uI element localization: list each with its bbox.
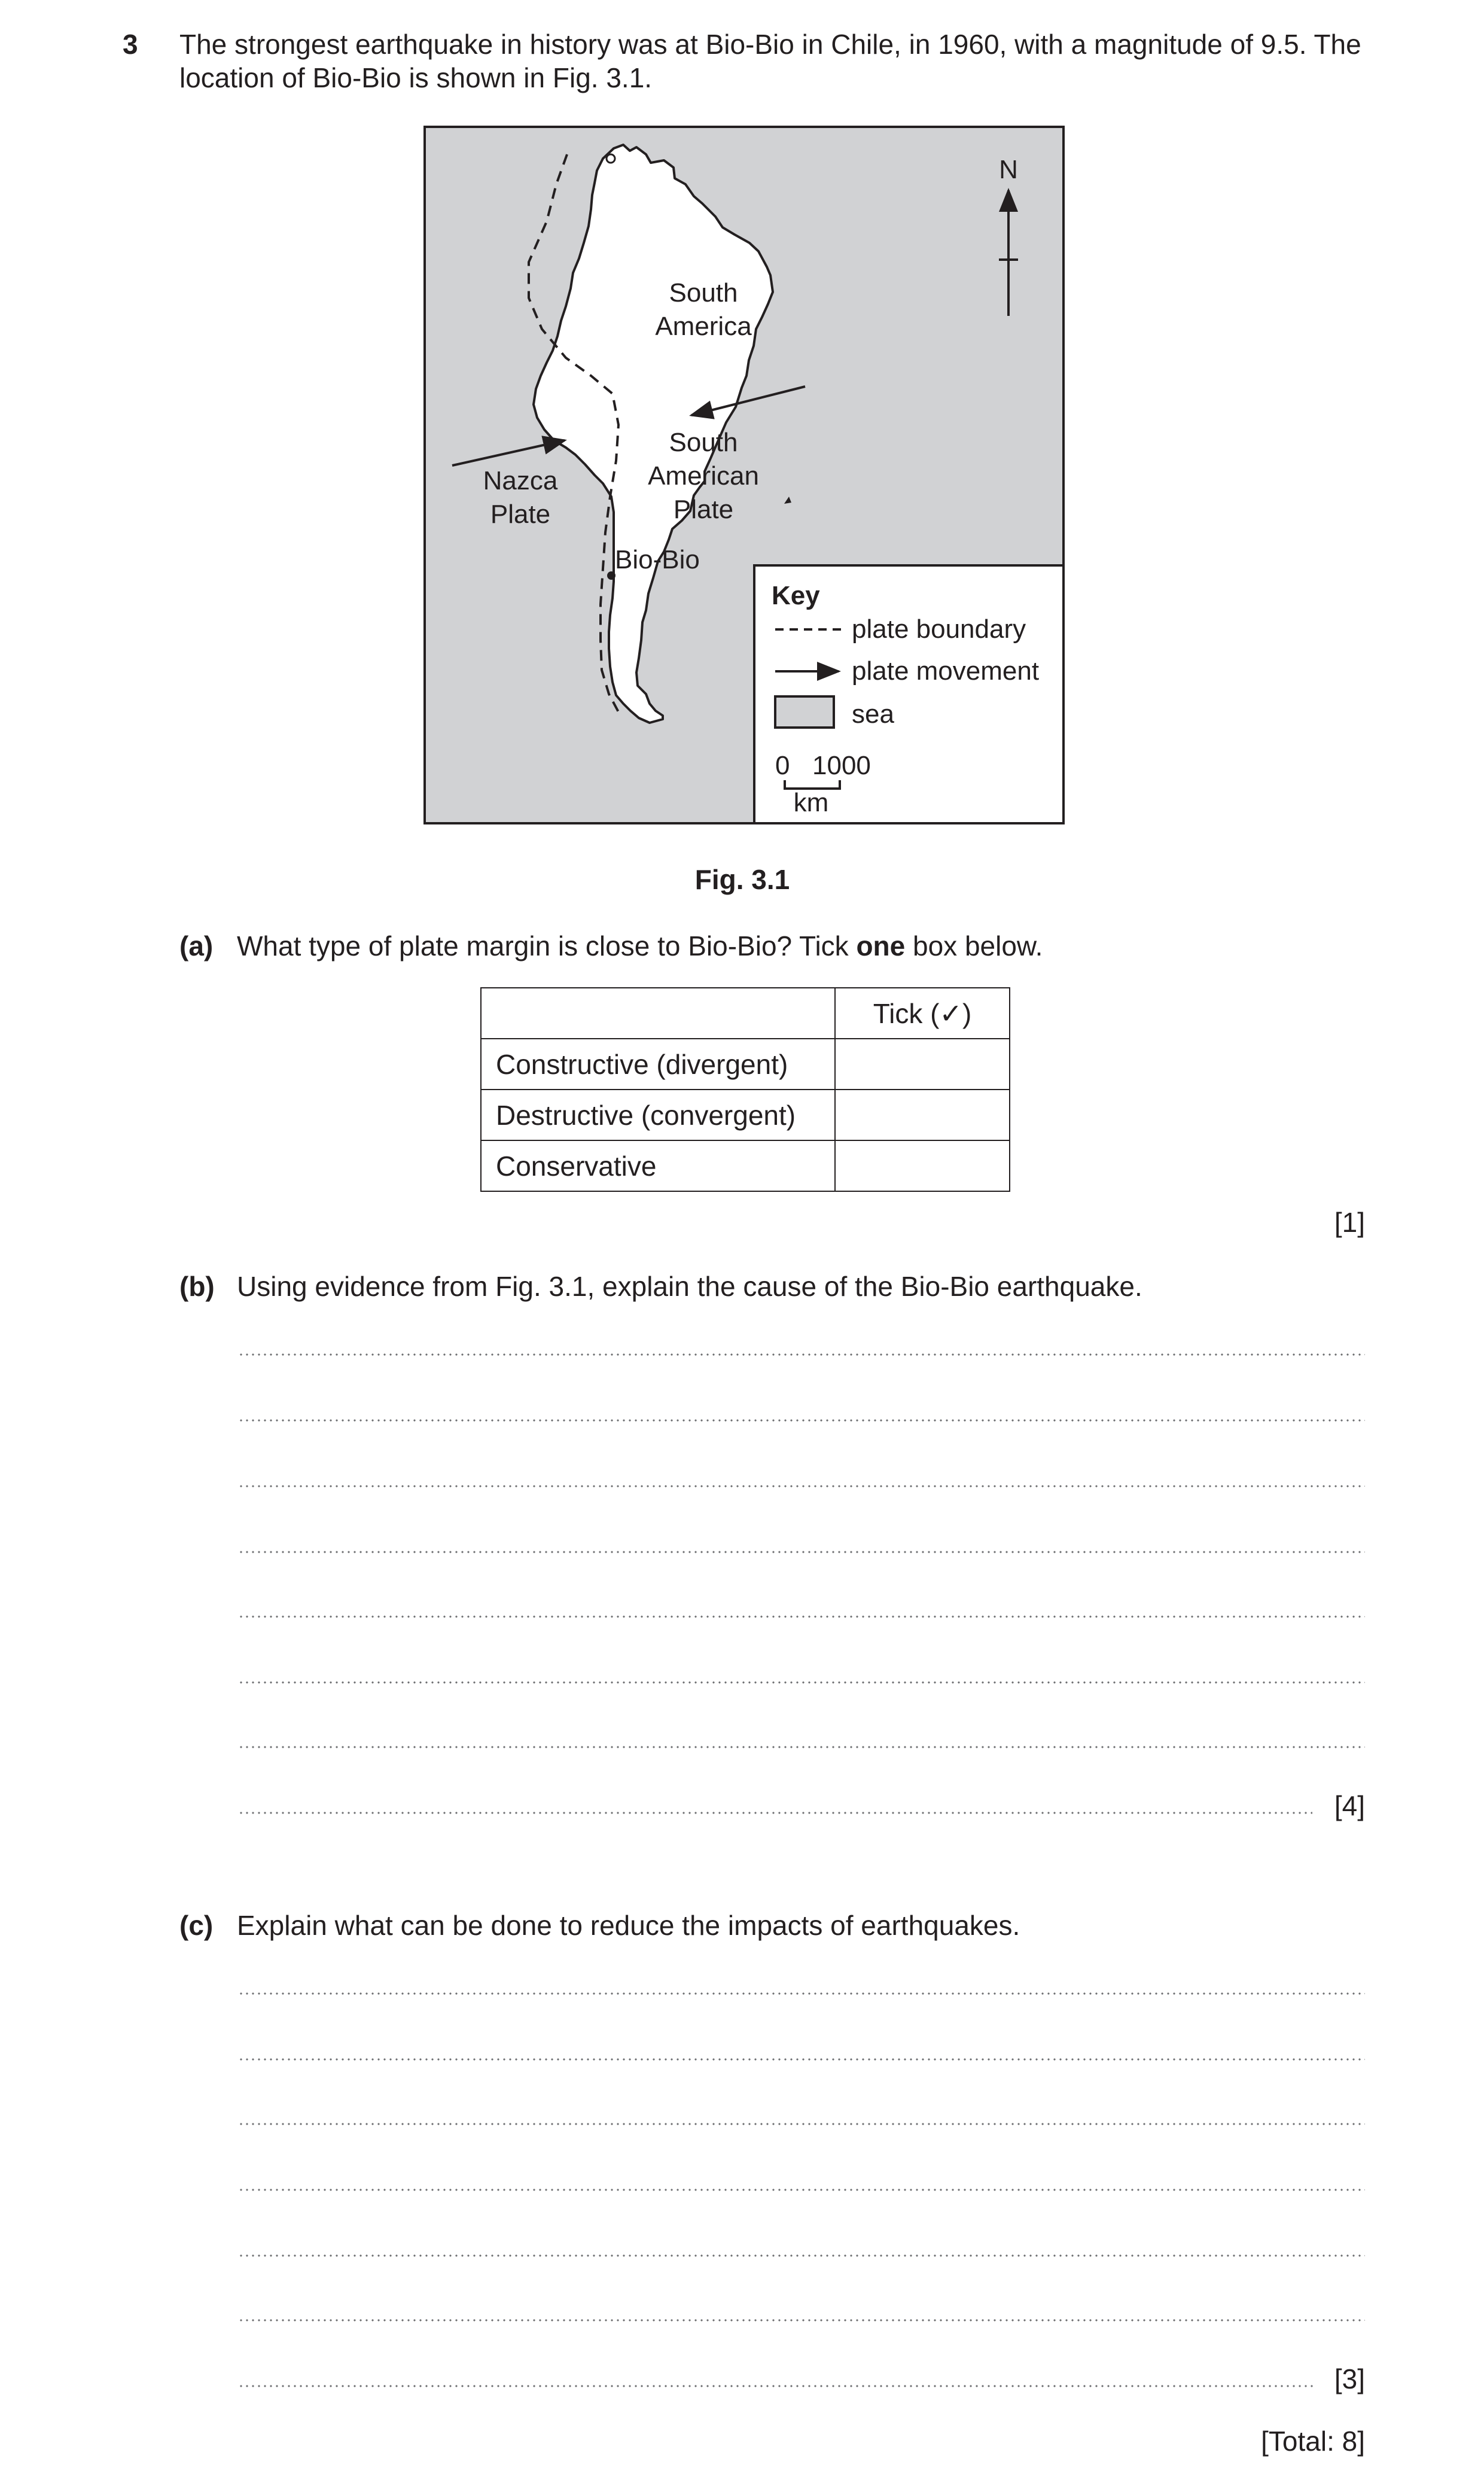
sa-plate-label-1: South [669,428,738,457]
answer-line-c5[interactable] [238,2254,1365,2257]
answer-line-c2[interactable] [238,2058,1365,2061]
table-row [481,1039,1010,1090]
question-intro-line-2: location of Bio-Bio is shown in Fig. 3.1. [179,62,653,93]
map-figure [423,126,1065,824]
plate-margin-table [480,987,1010,1192]
table-row [481,1090,1010,1140]
question-number: 3 [123,29,138,60]
key-sea-swatch [775,696,834,728]
part-c-letter: (c) [179,1910,214,1941]
key-title: Key [772,581,820,610]
answer-line-b7[interactable] [238,1746,1365,1748]
part-a-prompt-emphasis: one [856,930,906,961]
sa-plate-label-2: American [648,461,759,491]
continent-label-2: America [655,312,752,341]
key-item-plate-movement: plate movement [852,656,1040,686]
table-row-label: Conservative [481,1140,835,1191]
scale-unit: km [793,788,829,817]
table-header-tick: Tick (✓) [835,988,1010,1039]
figure-caption: Fig. 3.1 [694,864,790,895]
question-intro-line-1: The strongest earthquake in history was at Bio-Bio in Chile, in 1960, with a magnitude of 9.5. The [179,29,1361,60]
answer-line-c7[interactable] [238,2385,1315,2387]
key-item-plate-boundary: plate boundary [852,614,1026,644]
scale-zero: 0 [775,751,790,780]
sa-plate-label-3: Plate [673,495,734,524]
answer-line-c1[interactable] [238,1992,1365,1995]
table-row [481,1140,1010,1191]
part-c-prompt: Explain what can be done to reduce the impacts of earthquakes. [237,1910,1020,1941]
nazca-label-2: Plate [490,500,551,529]
table-header-row [481,988,1010,1039]
north-label: N [999,155,1018,184]
part-a-prompt-start: What type of plate margin is close to Bio-Bio? Tick [237,930,857,961]
total-marks: [Total: 8] [1261,2426,1365,2457]
answer-line-b5[interactable] [238,1615,1365,1618]
part-a-marks: [1] [1334,1207,1365,1238]
table-row-label: Constructive (divergent) [481,1039,835,1090]
nazca-label-1: Nazca [483,466,558,495]
answer-line-b3[interactable] [238,1485,1365,1487]
scale-value: 1000 [812,751,871,780]
answer-line-b8[interactable] [238,1812,1312,1814]
part-b-letter: (b) [179,1271,215,1302]
answer-line-b4[interactable] [238,1551,1365,1553]
answer-line-b6[interactable] [238,1681,1365,1684]
answer-line-b2[interactable] [238,1419,1365,1422]
part-a-prompt-end: box below. [905,930,1043,961]
part-b-marks: [4] [1334,1790,1365,1821]
tick-box-destructive[interactable] [835,1090,1010,1140]
answer-line-c3[interactable] [238,2123,1365,2125]
part-a-letter: (a) [179,930,214,961]
part-a-prompt [237,929,1043,963]
bio-bio-marker [607,571,615,580]
bio-bio-label: Bio-Bio [615,545,700,574]
part-b-prompt: Using evidence from Fig. 3.1, explain the cause of the Bio-Bio earthquake. [237,1271,1142,1302]
tick-box-conservative[interactable] [835,1140,1010,1191]
table-row-label: Destructive (convergent) [481,1090,835,1140]
answer-line-c4[interactable] [238,2189,1365,2191]
answer-line-b1[interactable] [238,1353,1365,1356]
continent-label-1: South [669,278,738,308]
part-c-marks: [3] [1334,2363,1365,2394]
table-header-blank [481,988,835,1039]
tick-box-constructive[interactable] [835,1039,1010,1090]
key-item-sea: sea [852,699,894,729]
answer-line-c6[interactable] [238,2319,1365,2321]
